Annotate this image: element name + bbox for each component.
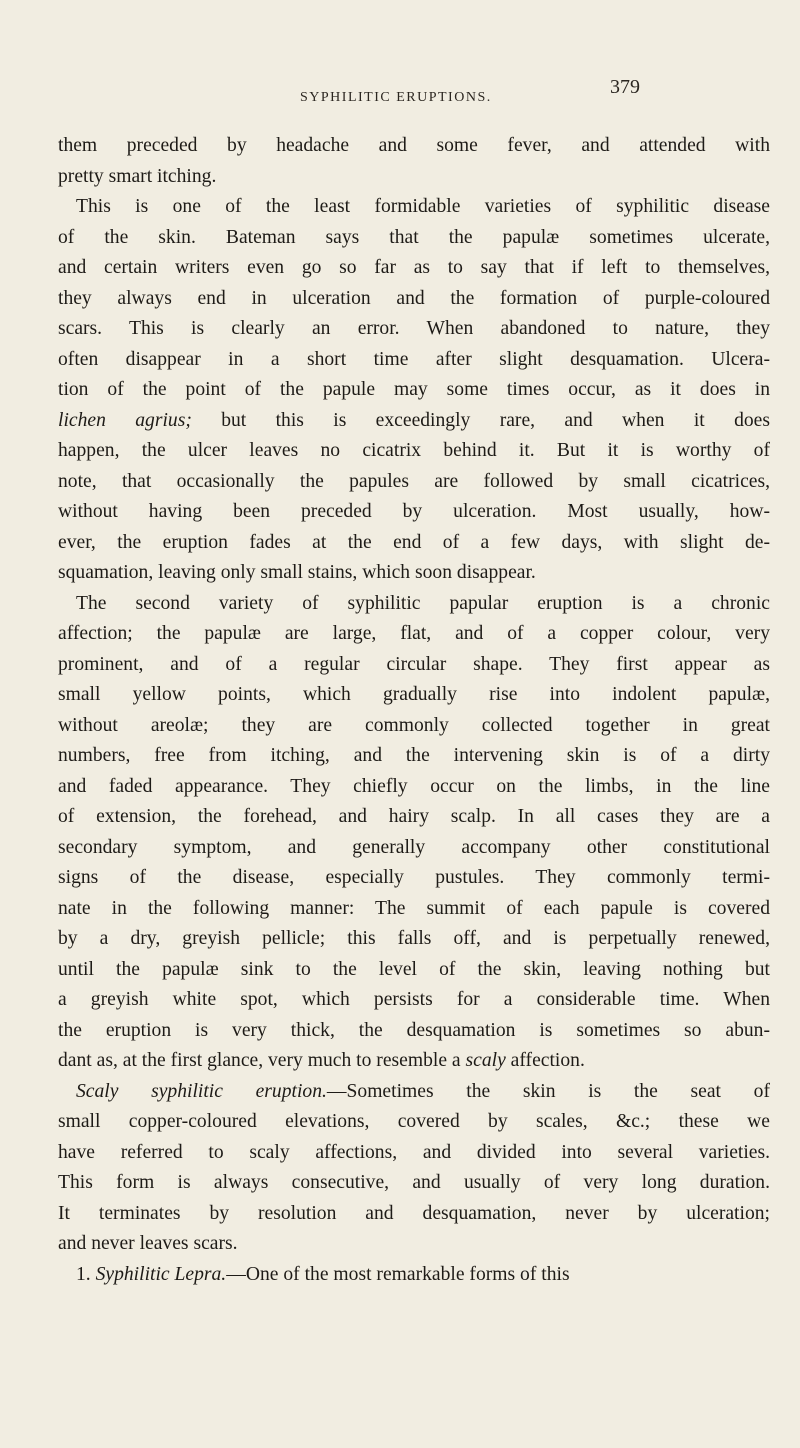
text-line [58,436,770,467]
text-segment: nate in the following manner: The summit of each papule is covered [58,897,770,919]
text-segment: without having been preceded by ulceration. Most usually, how- [58,501,770,522]
text-line [58,345,770,376]
text-segment: small copper-coloured elevations, covered by scales, &c.; these we [58,1111,770,1132]
italic-text: lichen agrius; [58,409,192,431]
text-segment: prominent, and of a regular circular shape. They first appear as [58,653,770,675]
text-segment: have referred to scaly affections, and divided into several varieties. [58,1141,770,1163]
text-segment: the eruption is very thick, the desquamation is sometimes so abun- [58,1019,770,1041]
text-line [58,1168,770,1199]
text-line [58,985,770,1016]
text-line [58,375,770,406]
text-segment: tion of the point of the papule may some times occur, as it does in [58,379,770,400]
running-title: SYPHILITIC ERUPTIONS. [300,90,492,105]
text-segment: and never leaves scars. [58,1233,238,1254]
text-segment: a greyish white spot, which persists for a considerable time. When [58,989,770,1010]
text-line [58,1260,770,1291]
text-line [58,924,770,955]
text-segment: happen, the ulcer leaves no cicatrix behind it. But it is worthy of [58,440,770,461]
text-segment: affection; the papulæ are large, flat, and of a copper colour, very [58,623,770,644]
text-line [58,833,770,864]
text-line [58,1016,770,1047]
text-segment: ever, the eruption fades at the end of a few days, with slight de- [58,531,770,553]
text-segment: secondary symptom, and generally accompany other constitutional [58,836,770,858]
text-line [58,1046,770,1077]
text-line [58,528,770,559]
text-segment: It terminates by resolution and desquamation, never by ulceration; [58,1202,770,1224]
text-segment: without areolæ; they are commonly collected together in great [58,714,770,736]
text-line [58,1107,770,1138]
text-segment: dant as, at the first glance, very much to resemble a [58,1050,466,1071]
text-segment: This is one of the least formidable varieties of syphilitic disease [76,196,770,217]
text-segment: signs of the disease, especially pustules. They commonly termi- [58,867,770,888]
italic-text: scaly [465,1050,506,1071]
text-segment: of extension, the forehead, and hairy scalp. In all cases they are a [58,806,770,827]
text-line [58,589,770,620]
text-segment: pretty smart itching. [58,165,217,187]
text-segment: —One of the most remarkable forms of this [226,1263,570,1285]
text-line [58,467,770,498]
text-segment: until the papulæ sink to the level of the skin, leaving nothing but [58,958,770,980]
text-segment: —Sometimes the skin is the seat of [326,1080,770,1102]
text-line [58,711,770,742]
text-line [58,253,770,284]
text-line [58,619,770,650]
text-line [58,863,770,894]
text-segment: small yellow points, which gradually rise into indolent papulæ, [58,684,770,705]
text-segment: note, that occasionally the papules are followed by small cicatrices, [58,470,770,492]
text-line [58,680,770,711]
text-line [58,192,770,223]
text-segment: by a dry, greyish pellicle; this falls off, and is perpetually renewed, [58,928,770,949]
text-segment: This form is always consecutive, and usually of very long duration. [58,1172,770,1193]
text-segment: and certain writers even go so far as to say that if left to themselves, [58,257,770,278]
text-segment: they always end in ulceration and the formation of purple-coloured [58,287,770,309]
page-number: 379 [610,76,640,98]
body-text [58,131,770,1290]
text-segment: them preceded by headache and some fever, and attended with [58,135,770,156]
text-segment: The second variety of syphilitic papular eruption is a chronic [76,592,770,614]
text-segment: but this is exceedingly rare, and when it does [191,409,770,431]
text-line [58,1077,770,1108]
text-line [58,162,770,193]
text-segment: of the skin. Bateman says that the papulæ sometimes ulcerate, [58,226,770,248]
text-line [58,1199,770,1230]
text-segment: affection. [505,1050,585,1071]
text-line [58,1138,770,1169]
text-line [58,741,770,772]
text-line [58,955,770,986]
text-line [58,223,770,254]
italic-text: Syphilitic Lepra. [95,1263,227,1285]
text-line [58,1229,770,1260]
text-segment: squamation, leaving only small stains, which soon disappear. [58,562,536,583]
text-line [58,650,770,681]
text-line [58,284,770,315]
text-line [58,314,770,345]
text-line [58,406,770,437]
text-line [58,131,770,162]
text-line [58,497,770,528]
text-segment: often disappear in a short time after slight desquamation. Ulcera- [58,348,770,370]
text-line [58,894,770,925]
italic-text: Scaly syphilitic eruption. [76,1080,327,1102]
text-segment: and faded appearance. They chiefly occur on the limbs, in the line [58,775,770,797]
text-line [58,772,770,803]
text-line [58,802,770,833]
text-segment: scars. This is clearly an error. When abandoned to nature, they [58,318,770,339]
text-segment: 1. [76,1263,96,1285]
text-line [58,558,770,589]
running-head [0,76,800,106]
text-segment: numbers, free from itching, and the intervening skin is of a dirty [58,745,770,766]
